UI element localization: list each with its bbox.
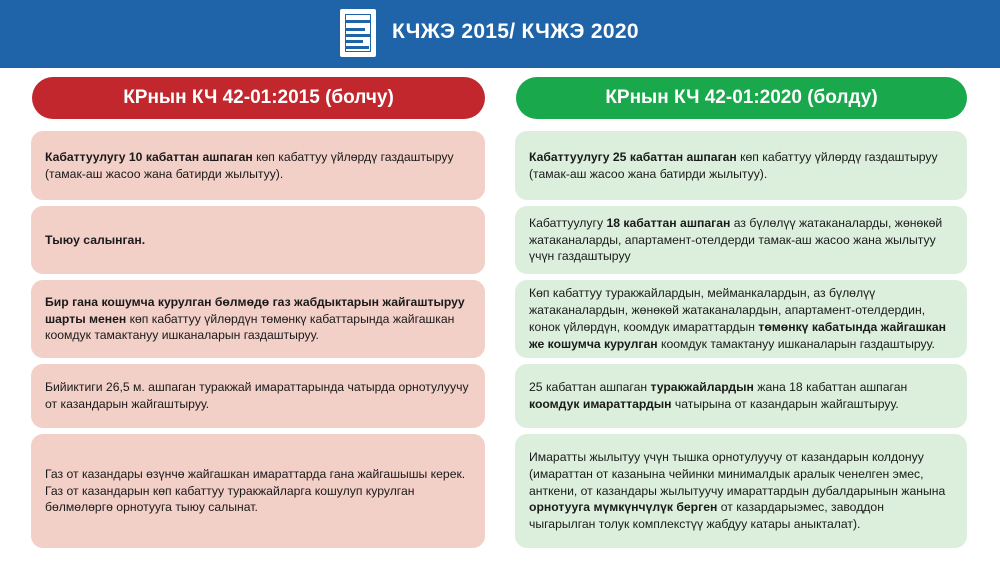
bold-text: Кабаттуулугу 25 кабаттан ашпаган [529, 149, 737, 164]
bold-text: Бир гана кошумча курулган бөлмөдө газ жабдыктарын жайгаштыруу шарты менен [45, 294, 465, 326]
card-2015-3 [31, 280, 485, 358]
card-text [529, 285, 953, 352]
text-run: чатырына от казандарын жайгаштыруу. [671, 397, 899, 411]
card-text [45, 294, 471, 344]
text-run: Көп кабаттуу туракжайлардын, мейманкалардын, аз бүлөлүү жатаканалардын, жөнөкөй жатаканалардын, апартамент-отелдердин, конок үйлөрдүн, коомдук имараттардын [529, 286, 926, 334]
text-run: коомдук тамактануу ишканаларын газдаштыруу. [657, 336, 935, 351]
card-text [529, 149, 953, 183]
bold-text: орнотууга мүмкүнчүлүк берген [529, 500, 718, 515]
bold-text: туракжайлардын [650, 380, 754, 395]
text-run: Газ от казандары өзүнчө жайгашкан имараттарда гана жайгашышы керек. Газ от казандарын көп кабаттуу туракжайларга кошулуп курулган бөлмөлөргө орнотууга тыюу салынат. [45, 466, 466, 515]
card-text [529, 379, 953, 413]
text-run: жана 18 кабаттан ашпаган [753, 380, 908, 395]
text-run: аз бүлөлүү жатаканаларды, жөнөкөй жатаканаларды, апартамент-отелдерди тамак-аш жасоо жана жылытуу үчүн газдаштыруу [529, 215, 943, 264]
text-run: 25 кабаттан ашпаган [529, 380, 651, 395]
column-header-2015: КРнын КЧ 42-01:2015 (болчу) [32, 77, 485, 119]
card-text [45, 149, 471, 183]
card-2015-5 [31, 434, 485, 548]
card-2015-4 [31, 364, 485, 428]
card-2020-2 [515, 206, 967, 274]
card-text [529, 215, 953, 265]
card-text [45, 232, 145, 249]
card-2020-3 [515, 280, 967, 358]
text-run: көп кабаттуу үйлөрдү газдаштыруу (тамак-аш жасоо жана батирди жылытуу). [529, 149, 938, 181]
bold-text: төмөнкү кабатында жайгашкан же кошумча курулган [529, 320, 946, 351]
bold-text: Тыюу салынган. [45, 232, 146, 247]
text-run: Кабаттуулугу [529, 215, 607, 230]
card-2020-1 [515, 131, 967, 200]
card-text [45, 466, 471, 516]
card-2015-2 [31, 206, 485, 274]
card-text [45, 379, 471, 413]
text-run: Бийиктиги 26,5 м. ашпаган туракжай имараттарында чатырда орнотулуучу от казандарын жайгаштыруу. [45, 380, 469, 411]
text-run: от казардарыэмес, заводдон чыгарылган толук комплекстүү жабдуу катары аныкталат). [529, 500, 884, 532]
header-bar [0, 0, 1000, 68]
bold-text: коомдук имараттардын [529, 397, 672, 411]
bold-text: 18 кабаттан ашпаган [606, 215, 731, 230]
document-icon [340, 9, 376, 57]
column-header-2020: КРнын КЧ 42-01:2020 (болду) [516, 77, 967, 119]
card-2020-4 [515, 364, 967, 428]
page-title: КЧЖЭ 2015/ КЧЖЭ 2020 [392, 20, 639, 43]
text-run: көп кабаттуу үйлөрдү газдаштыруу (тамак-аш жасоо жана батирди жылытуу). [45, 149, 454, 181]
card-text [529, 449, 953, 533]
bold-text: Кабаттуулугу 10 кабаттан ашпаган [45, 149, 253, 164]
text-run: Имаратты жылытуу үчүн тышка орнотулуучу от казандарын колдонуу (имараттан от казанына чейинки минималдык аралык ченелген эмес, анткени, от казандары жылытуучу имараттардын дубалдарынын жанына [529, 449, 946, 498]
text-run: көп кабаттуу үйлөрдүн төмөнкү кабаттарында жайгашкан коомдук тамактануу ишканаларын газдаштыруу. [45, 311, 455, 343]
card-2020-5 [515, 434, 967, 548]
card-2015-1 [31, 131, 485, 200]
